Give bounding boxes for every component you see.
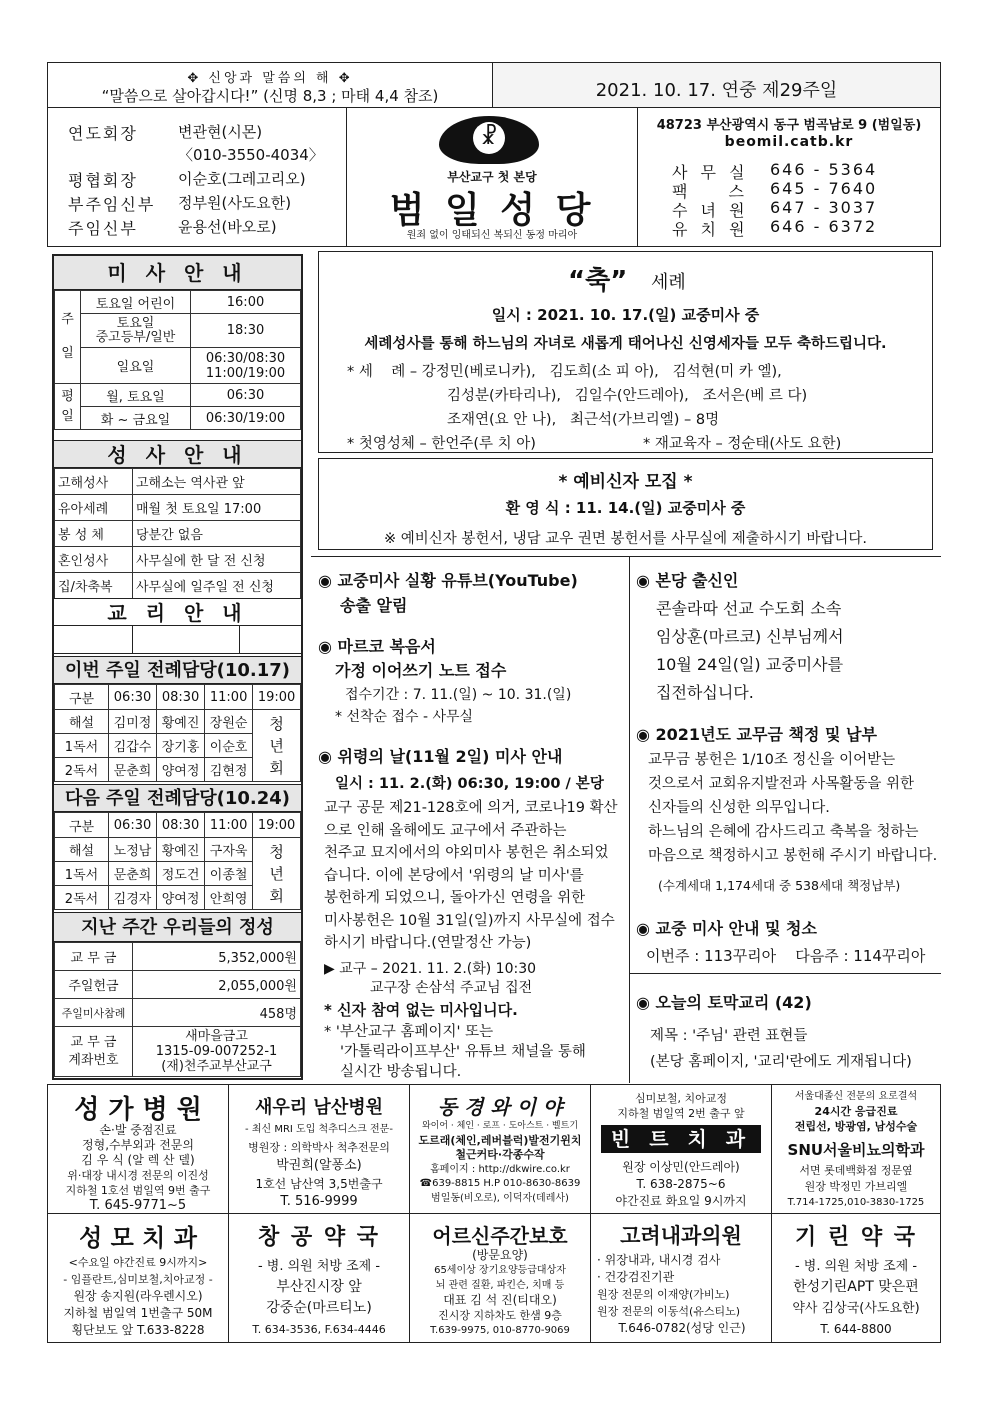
pastor-name-1: 변관현(시몬) [178, 123, 263, 141]
ad-line: 강중순(마르티노) [266, 1300, 372, 1316]
duty-cell: 양여정 [157, 886, 205, 910]
sacrament-label: 집/차축복 [55, 573, 133, 599]
no-attendance: * 신자 참여 없는 미사입니다. [324, 1001, 518, 1019]
convent-phone: 647 - 3037 [770, 198, 878, 217]
ad-line: 65세이상 장기요양등급대상자 [434, 1265, 566, 1276]
tithe-line: 것으로서 교회유지발전과 사목활동을 위한 [648, 776, 914, 792]
mark-note: * 선착순 접수 - 사무실 [335, 709, 474, 725]
duty-this-table [54, 684, 301, 782]
motto-text: “말씀으로 살아갑시다!” (신명 8,3 ; 마태 4,4 참조) [101, 87, 439, 105]
header-motto-box [47, 62, 493, 108]
ad-line: 위·대장 내시경 전문의 이진성 [67, 1169, 209, 1182]
broadcast-3: 실시간 방송됩니다. [340, 1064, 462, 1080]
offering-value: 5,352,000원 [133, 943, 301, 971]
all-souls-line: 교구 공문 제21-128호에 의거, 코로나19 확산 [324, 800, 618, 816]
duty-head: 06:30 [109, 813, 157, 838]
pastor-name-5: 윤용선(바오로) [178, 218, 277, 236]
duty-cell: 문춘희 [109, 862, 157, 886]
mass-title: 미 사 안 내 [54, 256, 301, 290]
kinder-phone: 646 - 6372 [770, 217, 878, 236]
account-number: 새마을금고 1315-09-007252-1 (재)천주교부산교구 [133, 1027, 301, 1077]
diocese-mass: ▶ 교구 – 2021. 11. 2.(화) 10:30 [324, 961, 537, 977]
ad-line: 약사 김상국(사도요한) [792, 1301, 920, 1316]
all-souls-line: 미사봉헌은 10월 31일(일)까지 사무실에 접수 [324, 912, 615, 929]
ad-title: 동 경 와 이 야 [437, 1095, 563, 1119]
ad-line: 횡단보도 앞 T.633-8228 [71, 1323, 205, 1337]
ad-line: 박권희(알퐁소) [276, 1158, 362, 1173]
ad-sungmo-dental[interactable] [47, 1213, 229, 1343]
youtube-heading-2: 송출 알림 [340, 596, 408, 615]
ad-line: <수요일 야간진료 9시까지> [68, 1256, 208, 1269]
mass-time: 18:30 [191, 314, 301, 348]
offering-table [54, 942, 301, 1077]
duty-role: 해설 [55, 710, 109, 734]
ad-line: - 임플란트,심미보철,치아교정 - [63, 1273, 213, 1286]
ad-changgong-pharmacy[interactable] [228, 1213, 410, 1343]
ad-line: T. 638-2875~6 [636, 1177, 726, 1191]
ad-line: 병원장 : 의학박사 척추전문의 [248, 1141, 390, 1154]
duty-cell: 김경자 [109, 886, 157, 910]
ad-pre [772, 1089, 940, 1134]
priest-line: 임상훈(마르코) 신부님께서 [656, 627, 844, 646]
ad-line: · 건강검진기관 [597, 1270, 675, 1284]
duty-head: 08:30 [157, 813, 205, 838]
ad-line: (방문요양) [472, 1248, 528, 1262]
duty-cell: 이종철 [205, 862, 253, 886]
ad-daycare[interactable] [409, 1213, 591, 1343]
pastor-role-4: 부주임신부 [68, 195, 156, 214]
date-line: 2021. 10. 17. 연중 제29주일 [595, 80, 838, 101]
duty-head: 구분 [55, 685, 109, 710]
sacrament-table [54, 468, 301, 599]
ad-line: 원장 전문의 이재양(가비노) [597, 1288, 730, 1301]
contact-box [637, 107, 941, 247]
mass-time: 06:30/08:30 11:00/19:00 [191, 348, 301, 384]
pastor-name-3: 이순호(그레고리오) [178, 170, 306, 188]
ad-title: 새우리 남산병원 [255, 1097, 383, 1118]
duty-role: 1독서 [55, 734, 109, 758]
mass-table [54, 290, 301, 430]
ad-line: 원장 이상민(안드레아) [622, 1160, 740, 1174]
ad-lines [229, 1256, 409, 1340]
duty-head: 19:00 [253, 813, 301, 838]
ad-line: 원장 송지원(라우렌시오) [73, 1289, 203, 1303]
address: 48723 부산광역시 동구 범곡남로 9 (범일동) [656, 118, 922, 133]
baptism-title: “축” [568, 266, 628, 296]
duty-head: 구분 [55, 813, 109, 838]
ad-namsan-hospital[interactable] [228, 1084, 410, 1214]
duty-youth: 청 년 회 [253, 838, 301, 910]
ad-line: 범일동(비오로), 이덕자(데레사) [431, 1192, 569, 1204]
sacrament-label: 혼인성사 [55, 547, 133, 573]
ad-line: 서면 롯데백화점 정문옆 [799, 1164, 913, 1177]
header-date-box [492, 62, 941, 108]
ad-line: 손·발 중점진료 [99, 1123, 177, 1137]
pastor-role-5: 주임신부 [68, 219, 138, 238]
ad-snu-urology[interactable] [771, 1084, 941, 1214]
mass-time: 06:30/19:00 [191, 407, 301, 430]
website: beomil.catb.kr [724, 134, 854, 150]
ad-lines [591, 1159, 771, 1210]
kinder-label: 유 치 원 [672, 220, 749, 239]
mass-day: 일요일 [81, 348, 191, 384]
sacrament-label: 유아세례 [55, 495, 133, 521]
ad-line: 1호선 남산역 3,5번출구 [255, 1177, 383, 1191]
ad-title: SNU서울비뇨의학과 [787, 1141, 925, 1159]
ad-lines [229, 1121, 409, 1211]
duty-next-table [54, 812, 301, 910]
sacrament-value: 매월 첫 토요일 17:00 [133, 495, 301, 521]
duty-youth: 청 년 회 [253, 710, 301, 782]
duty-role: 해설 [55, 838, 109, 862]
pyeongil-label: 평일 [55, 384, 81, 430]
ad-line: - 최신 MRI 도입 척추디스크 전문- [245, 1124, 393, 1135]
baptism-line-2: 김성분(카타리나), 김일수(안드레아), 조서은(베 르 다) [447, 388, 808, 404]
diocese-mass-2: 교구장 손삼석 주교님 집전 [370, 980, 533, 996]
ad-line: 부산진시장 앞 [276, 1279, 362, 1295]
all-souls-heading: ◉ 위령의 날(11월 2일) 미사 안내 [318, 747, 563, 766]
offering-value: 2,055,000원 [133, 971, 301, 999]
duty-head: 11:00 [205, 813, 253, 838]
tithe-body [648, 748, 937, 868]
sacrament-value: 사무실에 한 달 전 신청 [133, 547, 301, 573]
pastor-role-3: 평협회장 [68, 171, 138, 190]
duty-cell: 황예진 [157, 838, 205, 862]
mass-day: 월, 토요일 [81, 384, 191, 407]
ad-title: 성 모 치 과 [79, 1223, 197, 1252]
ad-title: 고려내과의원 [620, 1224, 742, 1248]
broadcast-2: '가톨릭라이프부산' 유튜브 채널을 통해 [340, 1044, 586, 1060]
duty-cell: 김현정 [205, 758, 253, 782]
all-souls-body [324, 797, 618, 955]
baptism-box [318, 251, 933, 453]
sacrament-title: 성 사 안 내 [54, 440, 301, 468]
tithe-line: 교무금 봉헌은 1/10조 정신을 이어받는 [648, 752, 896, 768]
ad-line: 한성기린APT 맞은편 [793, 1279, 919, 1295]
ad-pre [591, 1091, 771, 1121]
priest-line: 집전하십니다. [656, 683, 754, 702]
ad-title: 기 린 약 국 [795, 1225, 917, 1250]
ad-line: 심미보철, 치아교정 [634, 1092, 727, 1105]
mass-time: 06:30 [191, 384, 301, 407]
baptism-line-1: * 세 례 – 강정민(베로니카), 김도희(소 피 아), 김석현(미 카 엘), [347, 364, 782, 380]
offering-label: 교 무 금 [55, 943, 133, 971]
offering-label: 주일미사참례 [55, 999, 133, 1027]
ad-line: 도르래(체인,레버블럭)발전기윈치 [418, 1133, 582, 1147]
ad-dongkyung-wire[interactable] [409, 1084, 591, 1214]
ad-line: - 병. 의원 처방 조제 - [794, 1259, 918, 1274]
catechumen-title: * 예비신자 모집 * [558, 472, 693, 492]
all-souls-line: 습니다. 이에 본당에서 '위령의 날 미사'를 [324, 867, 584, 884]
church-patron: 원죄 없이 잉태되신 복되신 동정 마리아 [406, 230, 578, 241]
doctrine-title: 교 리 안 내 [54, 598, 301, 626]
duty-cell: 양여정 [157, 758, 205, 782]
office-phone: 646 - 5364 [770, 160, 878, 179]
offering-value: 458명 [133, 999, 301, 1027]
church-box [346, 107, 638, 247]
convent-label: 수 녀 원 [672, 201, 749, 220]
divider [629, 556, 630, 1083]
duty-role: 2독서 [55, 886, 109, 910]
baptism-line-4a: * 첫영성체 – 한언주(루 치 아) [347, 436, 536, 452]
ad-vint-dental[interactable] [590, 1084, 772, 1214]
ad-title: 성 가 병 원 [74, 1095, 202, 1125]
duty-cell: 김미정 [109, 710, 157, 734]
left-column [52, 254, 303, 1080]
mark-heading-2: 가정 이어쓰기 노트 접수 [335, 661, 507, 680]
ad-line: ☎639-8815 H.P 010-8630-8639 [419, 1178, 581, 1189]
ad-line: 서울대졸신 전문의 요로결석 [794, 1091, 918, 1102]
ad-line: 원장 박정민 가브리엘 [804, 1180, 908, 1193]
ad-line: 지하철 범일역 2번 출구 앞 [617, 1107, 745, 1120]
ad-line: 원장 전문의 이동석(유스티노) [597, 1305, 741, 1318]
ad-line: 진시장 지하차도 한샘 9층 [438, 1309, 562, 1322]
ad-line: 뇌 관련 질환, 파킨슨, 치매 등 [435, 1280, 565, 1291]
tithe-line: 하느님의 은혜에 감사드리고 축복을 청하는 [648, 824, 919, 840]
youtube-heading: ◉ 교중미사 실황 유튜브(YouTube) [318, 571, 578, 590]
duty-cell: 장기홍 [157, 734, 205, 758]
ad-line: 와이어 · 체인 · 로프 · 도아스트 · 벨트기 [421, 1121, 579, 1131]
ad-lines [410, 1119, 590, 1206]
all-souls-line: 하시기 바랍니다.(연말정산 가능) [324, 935, 532, 951]
ad-line: T.646-0782(성당 인근) [618, 1321, 746, 1335]
duty-role: 1독서 [55, 862, 109, 886]
ad-line: 지하철 범일역 1번출구 50M [63, 1306, 213, 1320]
ad-line: T. 644-8800 [820, 1322, 892, 1336]
pastors-box [47, 107, 347, 247]
pastor-name-4: 정부원(사도요한) [178, 194, 292, 212]
ad-line: T.639-9975, 010-8770-9069 [430, 1325, 570, 1336]
duty-head: 19:00 [253, 685, 301, 710]
mass-day: 화 ~ 금요일 [81, 407, 191, 430]
duty-cell: 구자욱 [205, 838, 253, 862]
ad-title: 빈 트 치 과 [601, 1125, 761, 1153]
catechumen-date: 환 영 식 : 11. 14.(일) 교중미사 중 [505, 499, 746, 517]
priest-line: 10월 24일(일) 교중미사를 [656, 655, 844, 674]
cleaning-heading: ◉ 교중 미사 안내 및 청소 [636, 919, 817, 938]
church-logo [439, 116, 539, 164]
ad-line: 전립선, 방광염, 남성수술 [794, 1120, 918, 1133]
baptism-msg: 세례성사를 통해 하느님의 자녀로 새롭게 태어나신 신영세자들 모두 축하드립니다. [364, 336, 887, 352]
ad-line: 홈페이지 : http://dkwire.co.kr [430, 1163, 570, 1175]
pastor-phone: 〈010-3550-4034〉 [178, 146, 324, 164]
office-label: 사 무 실 [672, 163, 749, 182]
sacrament-value: 고해소는 역사관 앞 [133, 469, 301, 495]
mass-time: 16:00 [191, 291, 301, 314]
fax-label: 팩 스 [672, 182, 762, 201]
baptism-title-suffix: 세례 [651, 272, 686, 293]
ad-line: 철근커타·각종수작 [455, 1148, 545, 1161]
duty-this-title: 이번 주일 전례담당(10.17) [54, 656, 301, 684]
account-label: 교 무 금 계좌번호 [55, 1027, 133, 1077]
divider [311, 556, 941, 557]
ad-title: 창 공 약 국 [258, 1225, 380, 1250]
ad-line: 지하철 1호선 범일역 9번 출구 [65, 1184, 211, 1197]
ad-line: T. 516-9999 [280, 1194, 358, 1209]
all-souls-line: 천주교 묘지에서의 야외미사 봉헌은 취소되었 [324, 845, 609, 861]
duty-cell: 정도건 [157, 862, 205, 886]
tithe-line: 마음으로 책정하시고 봉헌해 주시기 바랍니다. [648, 848, 938, 864]
sacrament-label: 봉 성 체 [55, 521, 133, 547]
church-name: 범 일 성 당 [389, 189, 595, 231]
tithe-line: 신자들의 신성한 의무입니다. [648, 800, 830, 816]
duty-cell: 문춘희 [109, 758, 157, 782]
catechism-heading: ◉ 오늘의 토막교리 (42) [636, 993, 812, 1012]
chi-rho-icon: ☧ [473, 122, 505, 154]
all-souls-line: 봉헌하게 되었으니, 돌아가신 연령을 위한 [324, 890, 586, 906]
offering-label: 주일헌금 [55, 971, 133, 999]
divider [629, 973, 941, 974]
mass-day: 토요일 어린이 [81, 291, 191, 314]
priest-heading: ◉ 본당 출신인 [636, 571, 739, 590]
duty-head: 08:30 [157, 685, 205, 710]
mass-day: 토요일 중고등부/일반 [81, 314, 191, 348]
duty-cell: 이순호 [205, 734, 253, 758]
catechism-title: 제목 : '주님' 관련 표현들 [650, 1028, 808, 1044]
tithe-stats: (수계세대 1,174세대 중 538세대 책정납부) [658, 878, 901, 893]
ad-line: - 병. 의원 처방 조제 - [257, 1259, 381, 1274]
duty-cell: 안희영 [205, 886, 253, 910]
cleaning-info: 이번주 : 113꾸리아 다음주 : 114꾸리아 [646, 947, 926, 965]
all-souls-line: 으로 인해 올해에도 교구에서 주관하는 [324, 822, 567, 839]
ad-line: 야간진료 화요일 9시까지 [615, 1194, 747, 1208]
catechumen-box [318, 458, 933, 550]
duty-head: 11:00 [205, 685, 253, 710]
baptism-line-3: 조재연(요 안 나), 최근석(가브리엘) – 8명 [447, 412, 720, 428]
ad-lines [48, 1254, 228, 1339]
ad-lines [48, 1123, 228, 1213]
ad-koryo-clinic[interactable] [590, 1213, 772, 1343]
sacrament-label: 고해성사 [55, 469, 133, 495]
duty-cell: 김갑수 [109, 734, 157, 758]
offering-title: 지난 주간 우리들의 정성 [54, 912, 301, 942]
mark-heading: ◉ 마르코 복음서 [318, 637, 436, 656]
doctrine-row [54, 626, 301, 654]
sacrament-value: 당분간 없음 [133, 521, 301, 547]
baptism-line-4b: * 재교육자 – 정순태(사도 요한) [643, 436, 842, 452]
duty-cell: 황예진 [157, 710, 205, 734]
priest-line: 콘솔라따 선교 수도회 소속 [656, 599, 842, 618]
pastor-role-1: 연도회장 [68, 124, 138, 143]
mark-period: 접수기간 : 7. 11.(일) ~ 10. 31.(일) [345, 687, 572, 703]
all-souls-date: 일시 : 11. 2.(화) 06:30, 19:00 / 본당 [335, 776, 604, 792]
catechism-note: (본당 홈페이지, '교리'란에도 게재됩니다) [650, 1054, 912, 1070]
ad-line: T. 645-9771~5 [89, 1198, 187, 1213]
fax-phone: 645 - 7640 [770, 179, 878, 198]
ad-line: T. 634-3536, F.634-4446 [252, 1323, 386, 1336]
ad-line: · 위장내과, 내시경 검사 [597, 1253, 721, 1267]
motto-title: ✥ 신앙과 말씀의 해 ✥ [187, 71, 353, 86]
baptism-date: 일시 : 2021. 10. 17.(일) 교중미사 중 [491, 306, 760, 324]
duty-cell: 장원순 [205, 710, 253, 734]
ad-line: T.714-1725,010-3830-1725 [787, 1197, 925, 1208]
duty-next-title: 다음 주일 전례담당(10.24) [54, 784, 301, 812]
ad-sungga-hospital[interactable] [47, 1084, 229, 1214]
ad-lines [772, 1163, 940, 1211]
ad-line: 24시간 응급진료 [814, 1105, 898, 1118]
ad-title: 어르신주간보호 [432, 1224, 568, 1248]
duty-head: 06:30 [109, 685, 157, 710]
ad-line: 정형,수부외과 전문의 [82, 1138, 194, 1152]
broadcast-1: * '부산교구 홈페이지' 또는 [324, 1024, 494, 1040]
catechumen-msg: ※ 예비신자 봉헌서, 냉담 교우 권면 봉헌서를 사무실에 제출하시기 바랍니다. [383, 531, 868, 547]
tithe-heading: ◉ 2021년도 교무금 책정 및 납부 [636, 725, 877, 744]
duty-cell: 노정남 [109, 838, 157, 862]
ad-lines [597, 1252, 773, 1337]
ad-line: 대표 김 석 진(티대오) [443, 1293, 557, 1307]
ad-line: 김 우 식 (알 렉 산 델) [81, 1153, 195, 1167]
ad-lines [410, 1248, 590, 1338]
juil-label: 주일 [55, 291, 81, 384]
duty-role: 2독서 [55, 758, 109, 782]
church-diocese: 부산교구 첫 본당 [447, 170, 537, 184]
sacrament-value: 사무실에 일주일 전 신청 [133, 573, 301, 599]
ad-lines [772, 1256, 940, 1340]
ad-girin-pharmacy[interactable] [771, 1213, 941, 1343]
